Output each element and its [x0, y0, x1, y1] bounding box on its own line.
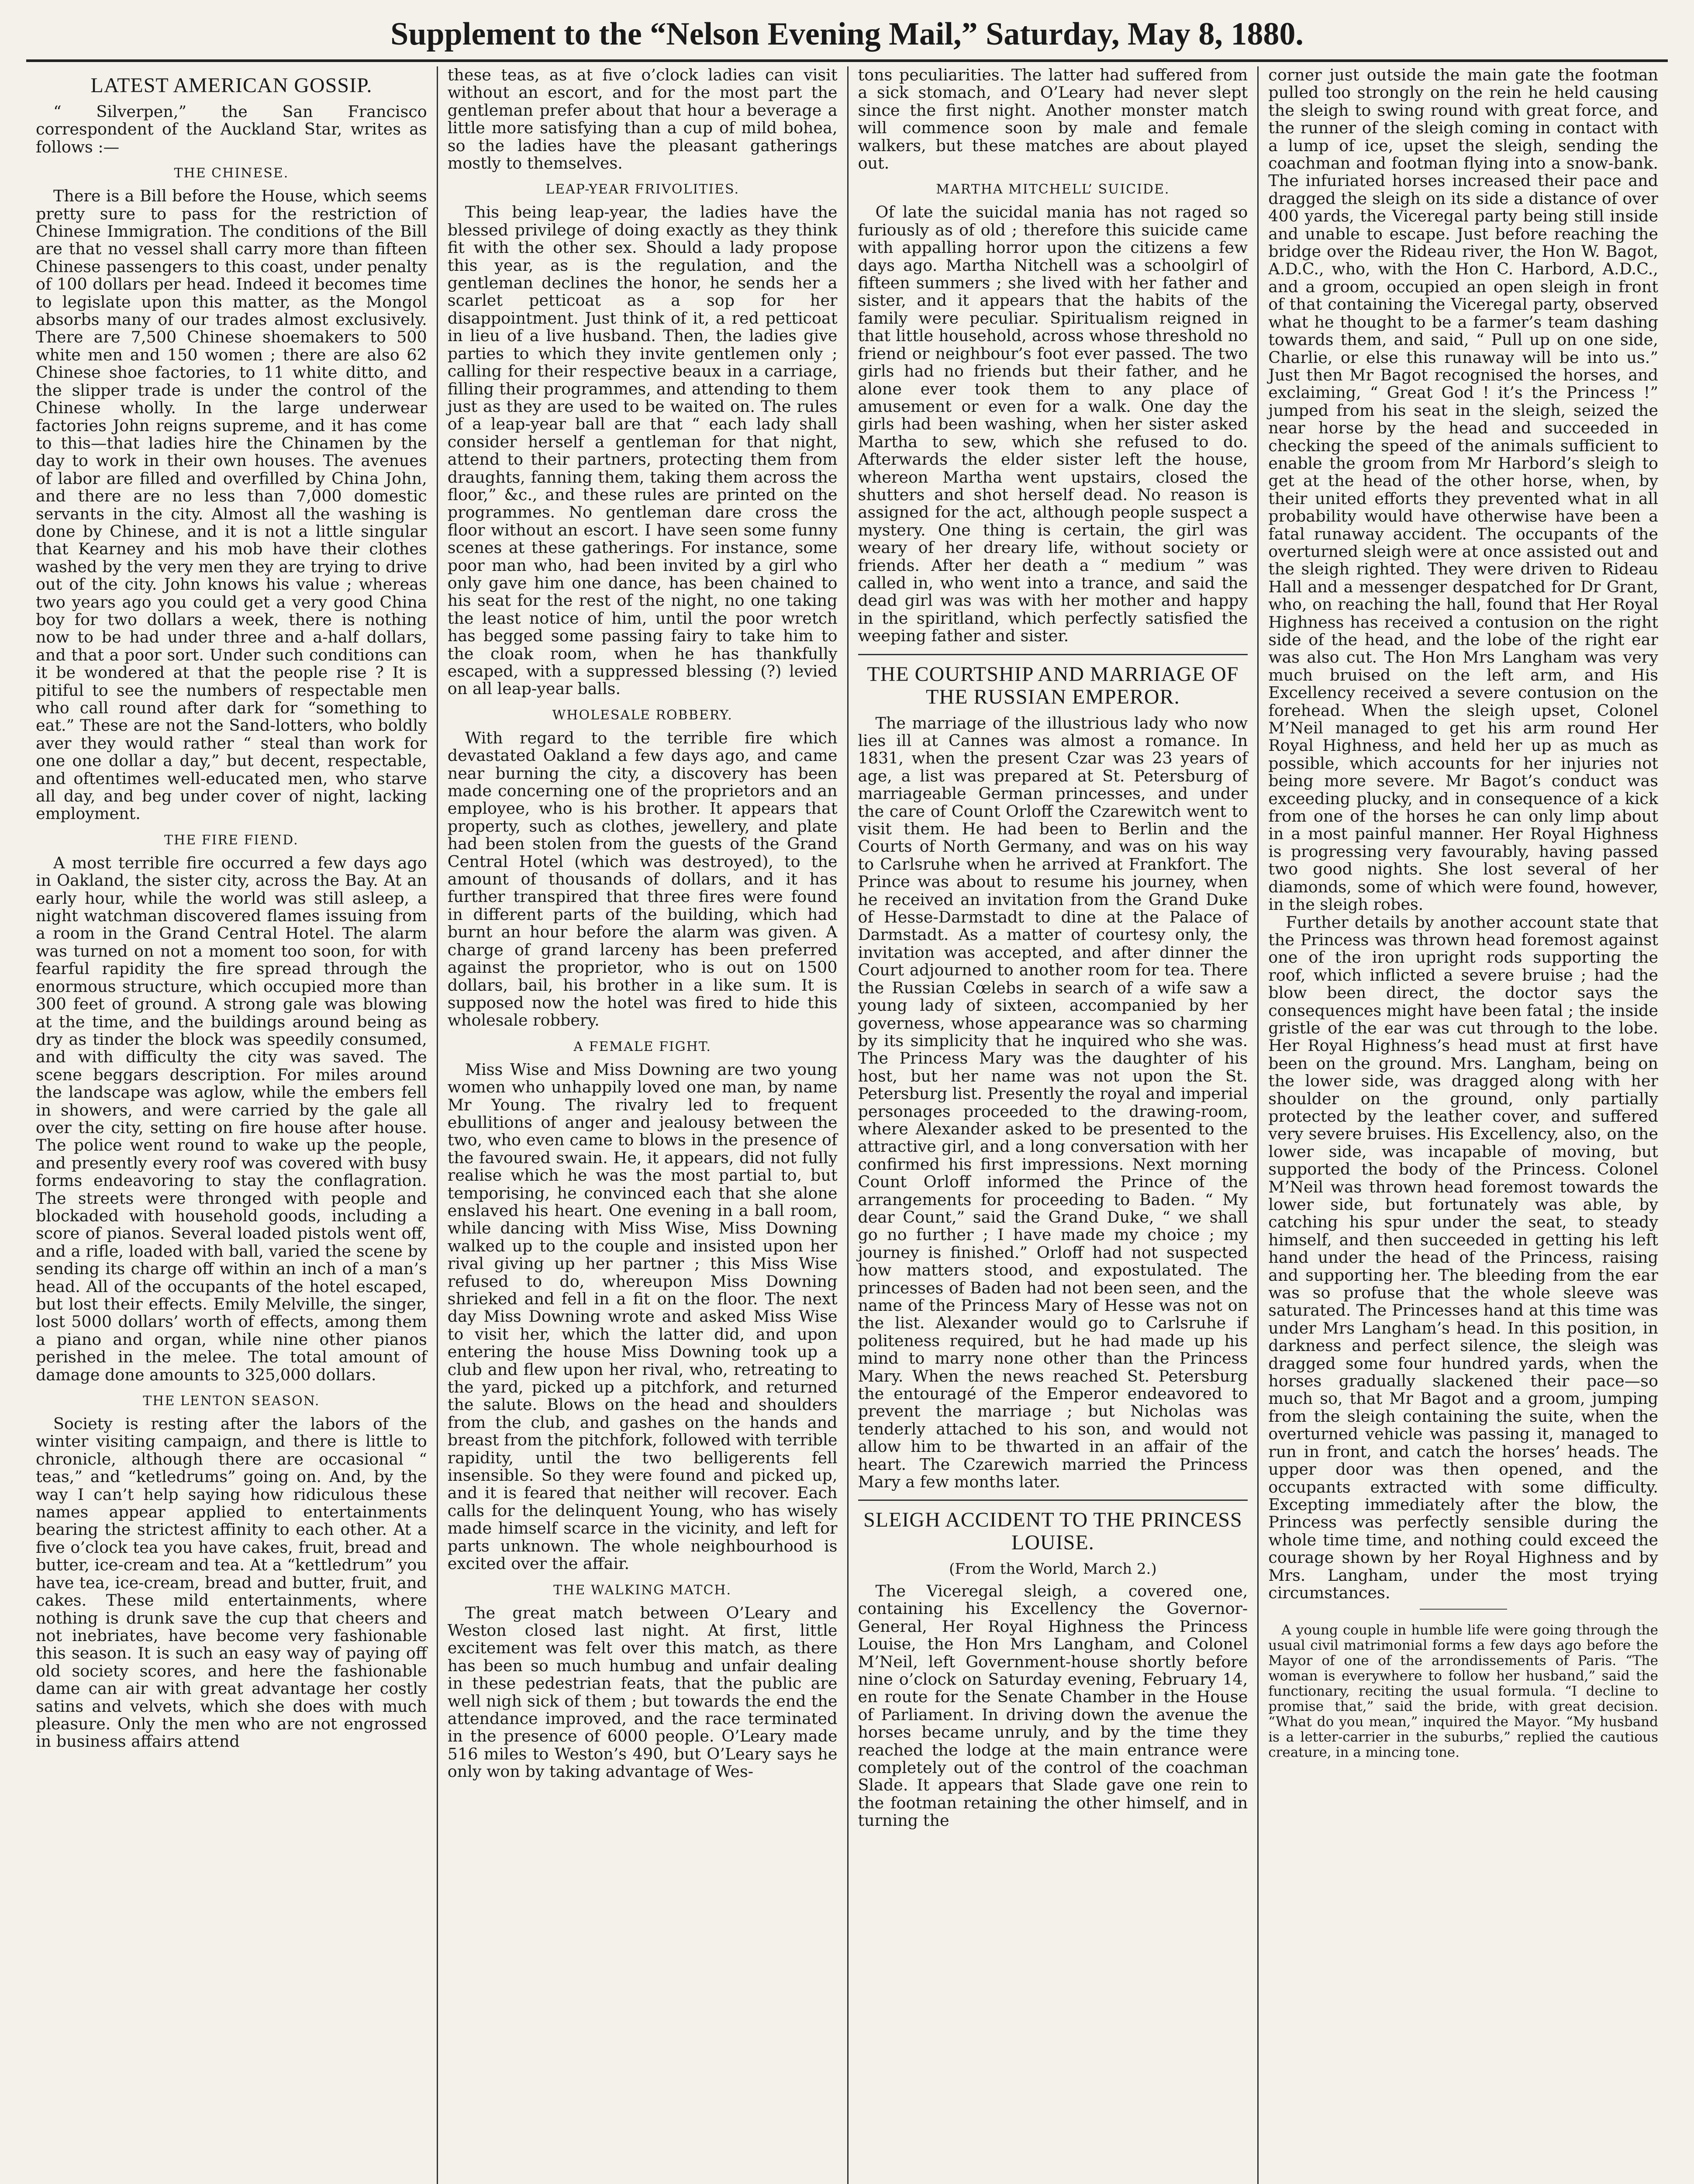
article-heading: LATEST AMERICAN GOSSIP. [90, 74, 373, 97]
paragraph: The Viceregal sleigh, a covered one, containing his Excellency the Governor-General, Her Royal Highness the Princess Louise, the Hon Mrs Langham, and Colonel M’Neil, left Government-house shortly before nine o’clock on Saturday evening, February 14, en route for the Senate Chamber in the House of Parliament. In driving down the avenue the horses became unruly, and by the time they reached the lodge at the main entrance were completely out of the control of the coachman Slade. It appears that Slade gave one rein to the footman retaining the other himself, and in turning the [858, 1581, 1248, 1830]
section-subheading: THE LENTON SEASON. [143, 1393, 320, 1409]
paragraph: This being leap-year, the ladies have the blessed privilege of doing exactly as they think fit with the other sex. Should a lady propose this year, as is the regulation, and the gentleman declines the honor, he sends her a scarlet petticoat as a sop for her disappointment. Just think of it, a red petticoat in lieu of a live husband. Then, the ladies give parties to which they invite gentlemen only ; calling for their respective beaux in a carriage, filling their programmes, and attending to them just as they are used to be waited on. The rules of a leap-year ball are that “ each lady shall consider herself a gentleman for that night, attend to their partners, protecting them from draughts, fanning them, taking them across the floor,” &c., and these rules are printed on the programmes. No gentleman dare cross the floor without an escort. I have seen some funny scenes at these gatherings. For instance, some poor man who, had been invited by a girl who only gave him one dance, has been chained to his seat for the rest of the night, no one taking the least notice of him, until the poor wretch has begged some passing fairy to take him to the cloak room, when he has thankfully escaped, with a suppressed blessing (?) levied on all leap-year balls. [447, 203, 838, 698]
paragraph: The great match between O’Leary and Weston closed last night. At first, little excitement was felt over this match, as there has been so much humbug and unfair dealing in these pedestrian feats, that the public are well nigh sick of them ; but towards the end the attendance improved, and the race terminated in the presence of 6000 people. O’Leary made 516 miles to Weston’s 490, but O’Leary says he only won by taking advantage of Wes- [447, 1603, 838, 1781]
section-subheading: LEAP-YEAR FRIVOLITIES. [545, 182, 740, 197]
column-4 [1257, 66, 1668, 2184]
paragraph: The marriage of the illustrious lady who now lies ill at Cannes was almost a romance. In 1831, when the present Czar was 23 years of age, a list was prepared at St. Petersburg of marriageable German princesses, and under the care of Count Orloff the Czarewitch went to visit them. He had been to Berlin and the Courts of North Germany, and was on his way to Carlsruhe when he arrived at Frankfort. The Prince was about to resume his journey, when he received an invitation from the Grand Duke of Hesse-Darmstadt to dine at the Palace of Darmstadt. As a matter of courtesy only, the invitation was accepted, and after dinner the Court adjourned to another room for tea. There the Russian Cœlebs in search of a wife saw a young lady of sixteen, accompanied by her governess, whose appearance was so charming by its simplicity that he inquired who she was. The Princess Mary was the daughter of his host, but her name was not upon the St. Petersburg list. Presently the royal and imperial personages proceeded to the drawing-room, where Alexander asked to be presented to the attractive girl, and a long conversation with her confirmed his first impressions. Next morning Count Orloff informed the Prince of the arrangements for proceeding to Baden. “ My dear Count,” said the Grand Duke, “ we shall go no further ; I have made my choice ; my journey is finished.” Orloff had not suspected how matters stood, and expostulated. The princesses of Baden had not been seen, and the name of the Princess Mary of Hesse was not on the list. Alexander would go to Carlsruhe if politeness required, but he had made up his mind to marry none other than the Princess Mary. When the news reached St. Petersburg the entouragé of the Emperor endeavored to prevent the marriage ; but Nicholas was tenderly attached to his son, and would not allow him to be thwarted in an affair of the heart. The Czarewich married the Princess Mary a few months later. [858, 713, 1248, 1492]
paragraph: Of late the suicidal mania has not raged so furiously as of old ; therefore this suicide came with appalling horror upon the citizens a few days ago. Martha Nitchell was a schoolgirl of fifteen summers ; she lived with her father and sister, and it appears that the habits of the family were peculiar. Spiritualism reigned in that little household, across whose threshold no friend or neighbour’s foot ever passed. The two girls had no friends but their father, and he alone ever took them to any place of amusement or even for a walk. One day the girls had been washing, when her sister asked Martha to sew, which she refused to do. Afterwards the elder sister left the house, whereon Martha went upstairs, closed the shutters and shot herself dead. No reason is assigned for the act, although people suspect a mystery. One thing is certain, the girl was weary of her dreary life, without society or friends. After her death a “ medium ” was called in, who went into a trance, and said the dead girl was was with her mother and happy in the spiritland, which perfectly satisfied the weeping father and sister. [858, 203, 1248, 646]
paragraph: tons peculiarities. The latter had suffered from a sick stomach, and O’Leary had never slept since the first night. Another monster match will commence soon by male and female walkers, but these matches are about played out. [858, 66, 1248, 173]
section-subheading: A FEMALE FIGHT. [573, 1039, 711, 1054]
masthead: Supplement to the “Nelson Evening Mail,” Saturday, May 8, 1880. [390, 16, 1304, 52]
paragraph: There is a Bill before the House, which seems pretty sure to pass for the restriction of Chinese Immigration. The conditions of the Bill are that no vessel shall carry more than fifteen Chinese passengers to this coast, under penalty of 100 dollars per head. Indeed it becomes time to legislate upon this matter, as the Mongol absorbs many of our trades almost exclusively. There are 7,500 Chinese shoemakers to 500 white men and 150 women ; there are also 62 Chinese shoe factories, to 11 white ditto, and the slipper trade is under the control of the Chinese wholly. In the large underwear factories John reigns supreme, and it has come to this—that ladies hire the Chinamen by the day to work in their own houses. The avenues of labor are filled and overfilled by China John, and there are no less than 7,000 domestic servants in the city. Almost all the washing is done by Chinese, and it is not a little singular that Kearney and his mob have their clothes washed by the very men they are trying to drive out of the city. John knows his value ; whereas two years ago you could get a very good China boy for two dollars a week, there is nothing now to be had under three and a-half dollars, and that a poor sort. Under such conditions can it be wondered at that the people rise ? It is pitiful to see the numbers of respectable men who call round after dark for “something to eat.” These are not the Sand-lotters, who boldly aver they would rather “ steal than work for one one dollar a day,” but decent, respectable, and oftentimes well-educated men, who starve all day, and beg under cover of night, lacking employment. [36, 187, 427, 823]
column-2 [437, 66, 847, 2184]
article-heading: SLEIGH ACCIDENT TO THE PRINCESS LOUISE. [863, 1508, 1242, 1555]
article-divider [858, 1500, 1248, 1501]
paragraph: these teas, as at five o’clock ladies can visit without an escort, and for the most part the gentleman prefer about that hour a beverage a little more satisfying than a cup of mild bohea, so the ladies have the pleasant gatherings mostly to themselves. [447, 66, 838, 173]
paragraph: Further details by another account state that the Princess was thrown head foremost against one of the iron upright rods supporting the roof, which inflicted a severe bruise ; had the blow been direct, the doctor says the consequences might have been fatal ; the inside gristle of the ear was cut through to the lobe. Her Royal Highness’s head must at first have been on the ground. Mrs. Langham, being on the lower side, was dragged along with her shoulder on the ground, only partially protected by the leather cover, and suffered very severe bruises. His Excellency, also, on the lower side, was incapable of moving, but supported the body of the Princess. Colonel M’Neil was thrown head foremost towards the lower side, but fortunately was able, by catching his spur under the seat, to steady himself, and then succeeded in getting his left hand under the head of the Princess, raising and supporting her. The bleeding from the ear was so profuse that the whole sleeve was saturated. The Princesses hand at this time was under Mrs Langham’s head. In this position, in darkness and perfect silence, the sleigh was dragged some four hundred yards, when the horses gradually slackened their pace—so much so, that Mr Bagot and a groom, jumping from the sleigh containing the suite, when the overturned vehicle was passing it, managed to run in front, and catch the horses’ heads. The upper door was then opened, and the occupants extracted with some difficulty. Excepting immediately after the blow, the Princess was perfectly sensible during the whole time time, and nothing could exceed the courage shown by her Royal Highness and by Mrs. Langham, under the most trying circumstances. [1268, 912, 1658, 1602]
paragraph: With regard to the terrible fire which devastated Oakland a few days ago, and came near burning the city, a discovery has been made concerning one of the proprietors and an employee, who is his brother. It appears that property, such as clothes, jewellery, and plate had been stolen from the guests of the Grand Central Hotel (which was destroyed), to the amount of thousands of dollars, and it has further transpired that three fires were found in different parts of the building, which had burnt an hour before the alarm was given. A charge of grand larceny has been preferred against the proprietor, who is out on 1500 dollars, bail, his brother in a like sum. It is supposed now the hotel was fired to hide this wholesale robbery. [447, 728, 838, 1030]
paragraph: corner just outside the main gate the footman pulled too strongly on the rein he held causing the sleigh to swing round with great force, and the runner of the sleigh coming in contact with a lump of ice, upset the sleigh, sending the coachman and footman flying into a snow-bank. The infuriated horses increased their pace and dragged the sleigh on its side a distance of over 400 yards, the Viceregal party being still inside and unable to escape. Just before reaching the bridge over the Rideau river, the Hon W. Bagot, A.D.C., who, with the Hon C. Harbord, A.D.C., and a groom, occupied an open sleigh in front of that containing the Viceregal party, observed what he thought to be a farmer’s team dashing towards them, and said, “ Pull up on one side, Charlie, or else this runaway will be into us.” Just then Mr Bagot recognised the horses, and exclaiming, “ Great God ! it’s the Princess !” jumped from his seat in the sleigh, seized the near horse by the head and succeeded in checking the speed of the animals sufficient to enable the groom from Mr Harbord’s sleigh to get at the head of the other horse, when, by their united efforts they prevented what in all probability would have otherwise have been a fatal runaway accident. The occupants of the overturned sleigh were at once assisted out and the sleigh righted. They were driven to Rideau Hall and a messenger despatched for Dr Grant, who, on reaching the hall, found that Her Royal Highness has received a contusion on the right side of the head, and the lobe of the right ear was also cut. The Hon Mrs Langham was very much bruised on the left arm, and His Excellency received a severe contusion on the forehead. When the sleigh upset, Colonel M’Neil managed to get his arm round Her Royal Highness, and held her up as much as possible, which accounts for her injuries not being more severe. Mr Bagot’s conduct was exceeding plucky, and in consequence of a kick from one of the horses he can only limp about in a most painful manner. Her Royal Highness is progressing very favourably, having passed two good nights. She lost several of her diamonds, some of which were found, however, in the sleigh robes. [1268, 66, 1658, 914]
paragraph: “ Silverpen,” the San Francisco correspondent of the Auckland Star, writes as follows :— [36, 102, 427, 156]
paragraph: A most terrible fire occurred a few days ago in Oakland, the sister city, across the Bay. At an early hour, while the world was still asleep, a night watchman discovered flames issuing from a room in the Grand Central Hotel. The alarm was turned on not a moment too soon, for with fearful rapidity the fire spread through the enormous structure, which occupied more than 300 feet of ground. A strong gale was blowing at the time, and the buildings around being as dry as tinder the block was speedily consumed, and with difficulty the city was saved. The scene beggars description. For miles around the landscape was aglow, while the embers fell in showers, and were carried by the gale all over the city, setting on fire house after house. The police went round to wake up the people, and presently every roof was covered with busy forms endeavoring to stay the conflagration. The streets were thronged with people and blockaded with household goods, including a score of pianos. Several loaded pistols went off, and a rifle, loaded with ball, varied the scene by sending its charge off within an inch of a man’s head. All of the occupants of the hotel escaped, but lost their effects. Emily Melville, the singer, lost 5000 dollars’ worth of effects, among them a piano and organ, while nine other pianos perished in the melee. The total amount of damage done amounts to 325,000 dollars. [36, 853, 427, 1384]
short-divider [1420, 1609, 1507, 1610]
brief-item [1268, 1623, 1658, 1760]
masthead-rule [26, 59, 1668, 62]
columns [26, 66, 1668, 2184]
article-source: (From the World, March 2.) [949, 1560, 1157, 1578]
section-subheading: WHOLESALE ROBBERY. [552, 707, 733, 723]
section-subheading: THE WALKING MATCH. [553, 1582, 732, 1598]
article-heading: THE COURTSHIP AND MARRIAGE OF THE RUSSIAN EMPEROR. [867, 662, 1239, 708]
article-divider [858, 654, 1248, 655]
paragraph: Miss Wise and Miss Downing are two young women who unhappily loved one man, by name Mr Young. The rivalry led to frequent ebullitions of anger and jealousy between the two, who even came to blows in the presence of the favoured swain. He, it appears, did not fully realise which he was the most partial to, but temporising, he convinced each that she alone enslaved his heart. One evening in a ball room, while dancing with Miss Wise, Miss Downing walked up to the couple and insisted upon her rival giving up her partner ; this Miss Wise refused to do, whereupon Miss Downing shrieked and fell in a fit on the floor. The next day Miss Downing wrote and asked Miss Wise to visit her, which the latter did, and upon entering the house Miss Downing took up a club and flew upon her rival, who, retreating to the yard, picked up a pitchfork, and returned the salute. Blows on the head and shoulders from the club, and gashes on the hands and breast from the pitchfork, followed with terrible rapidity, until the two belligerents fell insensible. So they were found and picked up, and it is feared that neither will recover. Each calls for the delinquent Young, who has wisely made himself scarce in the vicinity, and left for parts unknown. The whole neighbourhood is excited over the affair. [447, 1060, 838, 1573]
section-subheading: THE FIRE FIEND. [164, 832, 299, 848]
section-subheading: MARTHA MITCHELL’ SUICIDE. [936, 182, 1170, 197]
section-subheading: THE CHINESE. [174, 166, 289, 181]
column-1 [26, 66, 437, 2184]
paragraph: Society is resting after the labors of the winter visiting campaign, and there is little to chronicle, although there are occasional “ teas,” and “ketledrums” going on. And, by the way I can’t help saying how ridiculous these names appear applied to entertainments bearing the strictest affinity to each other. At a five o’clock tea you have cakes, fruit, bread and butter, ice-cream and tea. At a “kettledrum” you have tea, ice-cream, bread and butter, fruit, and cakes. These mild entertainments, where nothing is drunk save the cup that cheers and not inebriates, have become very fashionable this season. It is such an easy way of paying off old society scores, and here the fashionable dame can air with great advantage her costly satins and velvets, which she does with much pleasure. Only the men who are not engrossed in business affairs attend [36, 1414, 427, 1751]
brief-paragraph: A young couple in humble life were going through the usual civil matrimonial forms a few days ago before the Mayor of one of the arrondissements of Paris. “The woman is everywhere to follow her husband,” said the functionary, reciting the usual formula. “I decline to promise that,” said the bride, with great decision. “What do you mean,” inquired the Mayor. “My husband is a letter-carrier in the suburbs,” replied the cautious creature, in a mincing tone. [1268, 1622, 1658, 1761]
column-3 [847, 66, 1258, 2184]
